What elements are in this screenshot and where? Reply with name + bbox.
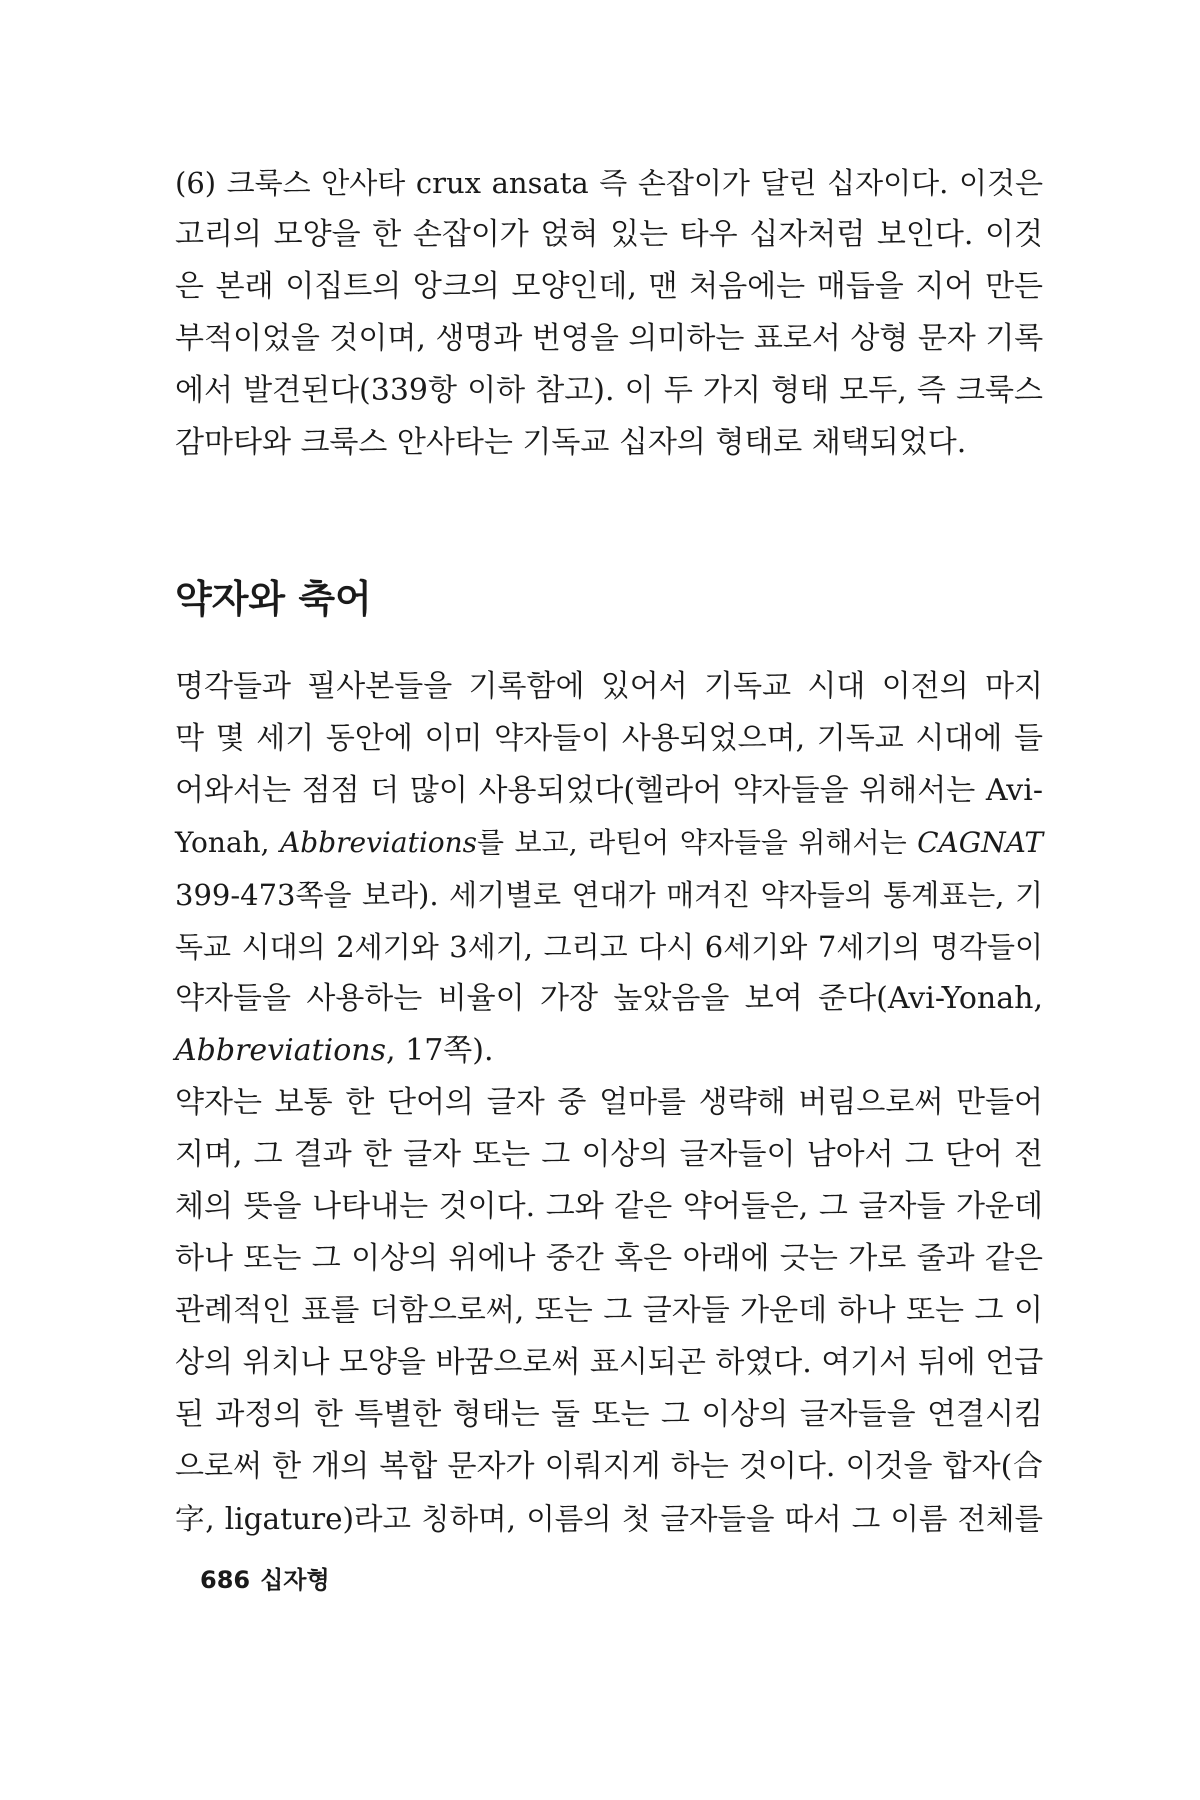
- paragraph-line: 하나 또는 그 이상의 위에나 중간 혹은 아래에 긋는 가로 줄과 같은: [175, 1241, 1043, 1276]
- text-run: , 17쪽).: [386, 1033, 494, 1068]
- paragraph-line: (6) 크룩스 안사타 crux ansata 즉 손잡이가 달린 십자이다. 이것은: [175, 166, 1043, 200]
- paragraph-line: 부적이었을 것이며, 생명과 번영을 의미하는 표로서 상형 문자 기록: [175, 321, 1044, 356]
- paragraph-line: 字, ligature)라고 칭하며, 이름의 첫 글자들을 따서 그 이름 전체를: [175, 1502, 1043, 1536]
- paragraph-line: 고리의 모양을 한 손잡이가 얹혀 있는 타우 십자처럼 보인다. 이것: [175, 217, 1043, 252]
- paragraph-line: 약자는 보통 한 단어의 글자 중 얼마를 생략해 버림으로써 만들어: [175, 1085, 1043, 1120]
- paragraph-line: [175, 823, 1043, 863]
- page-footer: [200, 1565, 330, 1595]
- paragraph-line: 에서 발견된다(339항 이하 참고). 이 두 가지 형태 모두, 즉 크룩스: [175, 373, 1043, 408]
- paragraph-line: 체의 뜻을 나타내는 것이다. 그와 같은 약어들은, 그 글자들 가운데: [175, 1189, 1043, 1224]
- paragraph-line: [175, 1031, 1043, 1071]
- paragraph-line: 감마타와 크룩스 안사타는 기독교 십자의 형태로 채택되었다.: [175, 425, 967, 460]
- text-run: Yonah,: [175, 826, 281, 859]
- paragraph-line: 지며, 그 결과 한 글자 또는 그 이상의 글자들이 남아서 그 단어 전: [175, 1137, 1043, 1172]
- italic-author: CAGNAT: [917, 826, 1044, 859]
- italic-title: Abbreviations: [280, 826, 478, 859]
- italic-title: Abbreviations: [175, 1033, 387, 1068]
- section-heading: 약자와 축어: [175, 577, 372, 621]
- page-number: 686: [200, 1566, 251, 1594]
- paragraph-line: 으로써 한 개의 복합 문자가 이뤄지게 하는 것이다. 이것을 합자(合: [175, 1449, 1043, 1484]
- text-run: 를 보고, 라틴어 약자들을 위해서는: [477, 826, 918, 859]
- paragraph-line: 명각들과 필사본들을 기록함에 있어서 기독교 시대 이전의 마지: [175, 669, 1043, 704]
- paragraph-line: 은 본래 이집트의 앙크의 모양인데, 맨 처음에는 매듭을 지어 만든: [175, 269, 1043, 304]
- paragraph-line: 399-473쪽을 보라). 세기별로 연대가 매겨진 약자들의 통계표는, 기: [175, 878, 1043, 912]
- paragraph-line: 어와서는 점점 더 많이 사용되었다(헬라어 약자들을 위해서는 Avi-: [175, 773, 1043, 808]
- paragraph-line: 막 몇 세기 동안에 이미 약자들이 사용되었으며, 기독교 시대에 들: [175, 721, 1043, 756]
- paragraph-line: 약자들을 사용하는 비율이 가장 높았음을 보여 준다(Avi-Yonah,: [175, 981, 1043, 1016]
- chapter-title: 십자형: [260, 1566, 330, 1594]
- paragraph-line: 상의 위치나 모양을 바꿈으로써 표시되곤 하였다. 여기서 뒤에 언급: [175, 1345, 1044, 1380]
- paragraph-line: 관례적인 표를 더함으로써, 또는 그 글자들 가운데 하나 또는 그 이: [175, 1293, 1043, 1328]
- paragraph-line: 독교 시대의 2세기와 3세기, 그리고 다시 6세기와 7세기의 명각들이: [175, 930, 1043, 964]
- paragraph-line: 된 과정의 한 특별한 형태는 둘 또는 그 이상의 글자들을 연결시킴: [175, 1397, 1043, 1432]
